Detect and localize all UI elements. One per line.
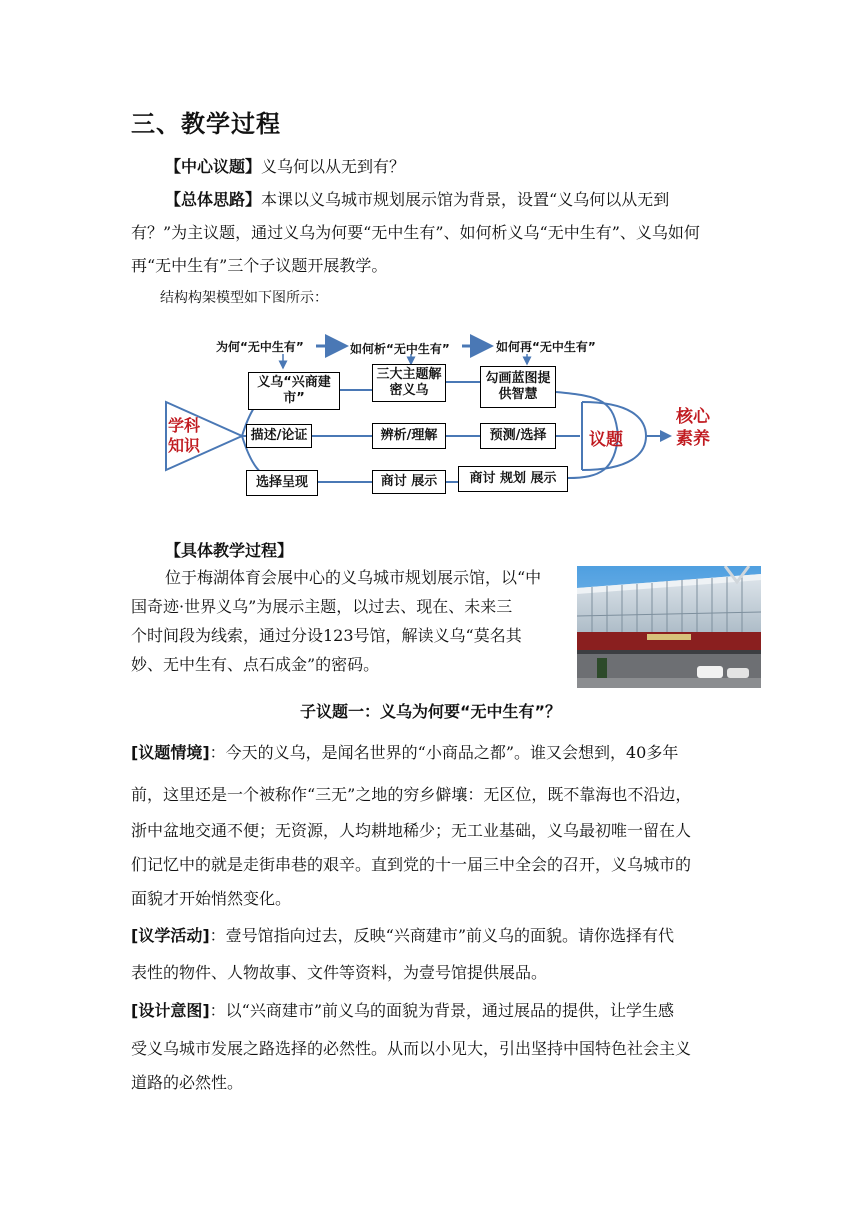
activity-line-1 — [131, 921, 674, 951]
specific-line-3: 个时间段为线索，通过分设123号馆，解读义乌“莫名其 — [131, 626, 522, 645]
box-r1c3: 勾画蓝图提供智慧 — [480, 366, 556, 408]
specific-line-2: 国奇迹·世界义乌”为展示主题，以过去、现在、未来三 — [131, 597, 513, 616]
overall-text-1: 本课以义乌城市规划展示馆为背景，设置“义乌何以从无到 — [261, 190, 670, 209]
box-r2c3: 预测/选择 — [480, 423, 556, 449]
situation-text-1: ：今天的义乌，是闻名世界的“小商品之都”。谁又会想到，40多年 — [209, 743, 679, 762]
overall-line-2: 有？”为主议题，通过义乌为何要“无中生有”、如何析义乌“无中生有”、义乌如何 — [131, 223, 700, 242]
central-issue — [165, 152, 405, 182]
specific-label: 【具体教学过程】 — [165, 541, 294, 560]
activity-text-1: ：壹号馆指向过去，反映“兴商建市”前义乌的面貌。请你选择有代 — [209, 926, 675, 945]
box-r1c1: 义乌“兴商建市” — [248, 372, 340, 410]
intent-line-2: 受义乌城市发展之路选择的必然性。从而以小见大，引出坚持中国特色社会主义 — [131, 1039, 692, 1058]
box-r2c1: 描述/论证 — [246, 424, 312, 448]
intent-line-3: 道路的必然性。 — [131, 1073, 244, 1092]
activity-label: [议学活动] — [131, 926, 210, 945]
box-r3c1: 选择呈现 — [246, 470, 318, 496]
situation-line-4: 们记忆中的就是走街串巷的艰辛。直到党的十一届三中全会的召开，义乌城市的 — [131, 855, 692, 874]
overall-line-3: 再“无中生有”三个子议题开展教学。 — [131, 256, 388, 275]
outcome-node: 核心素养 — [676, 407, 710, 449]
situation-line-2: 前，这里还是一个被称作“三无”之地的穷乡僻壤：无区位，既不靠海也不沿边， — [131, 785, 692, 804]
situation-label: [议题情境] — [131, 743, 210, 762]
section-title: 三、教学过程 — [131, 110, 281, 138]
top-label-how-analyze: 如何析“无中生有” — [350, 342, 450, 356]
activity-line-2: 表性的物件、人物故事、文件等资料，为壹号馆提供展品。 — [131, 963, 548, 982]
framework-intro: 结构构架模型如下图所示： — [160, 290, 328, 306]
intent-text-1: ：以“兴商建市”前义乌的面貌为背景，通过展品的提供，让学生感 — [209, 1001, 675, 1020]
situation-line-3: 浙中盆地交通不便；无资源，人均耕地稀少；无工业基础，义乌最初唯一留在人 — [131, 821, 692, 840]
top-label-how-again: 如何再“无中生有” — [496, 340, 596, 354]
framework-diagram — [160, 330, 730, 500]
box-r2c2: 辨析/理解 — [372, 423, 446, 449]
intent-label: [设计意图] — [131, 1001, 210, 1020]
left-node: 学科知识 — [168, 416, 201, 455]
specific-line-1: 位于梅湖体育会展中心的义乌城市规划展示馆，以“中 — [165, 568, 542, 587]
central-issue-text: 义乌何以从无到有？ — [261, 157, 406, 176]
situation-line-1 — [131, 738, 678, 768]
top-label-why: 为何“无中生有” — [216, 340, 304, 354]
intent-line-1 — [131, 996, 674, 1026]
overall-line-1 — [165, 185, 669, 215]
overall-label: 【总体思路】 — [165, 190, 262, 209]
box-r1c2: 三大主题解密义乌 — [372, 364, 446, 402]
box-r3c3: 商讨 规划 展示 — [458, 466, 568, 492]
subtopic-1-title: 子议题一：义乌为何要“无中生有”？ — [300, 702, 562, 721]
situation-line-5: 面貌才开始悄然变化。 — [131, 889, 292, 908]
specific-line-4: 妙、无中生有、点石成金”的密码。 — [131, 655, 380, 674]
box-r3c2: 商讨 展示 — [372, 470, 446, 494]
exhibition-hall-photo — [577, 566, 761, 688]
right-node: 议题 — [589, 430, 623, 450]
central-issue-label: 【中心议题】 — [165, 157, 262, 176]
